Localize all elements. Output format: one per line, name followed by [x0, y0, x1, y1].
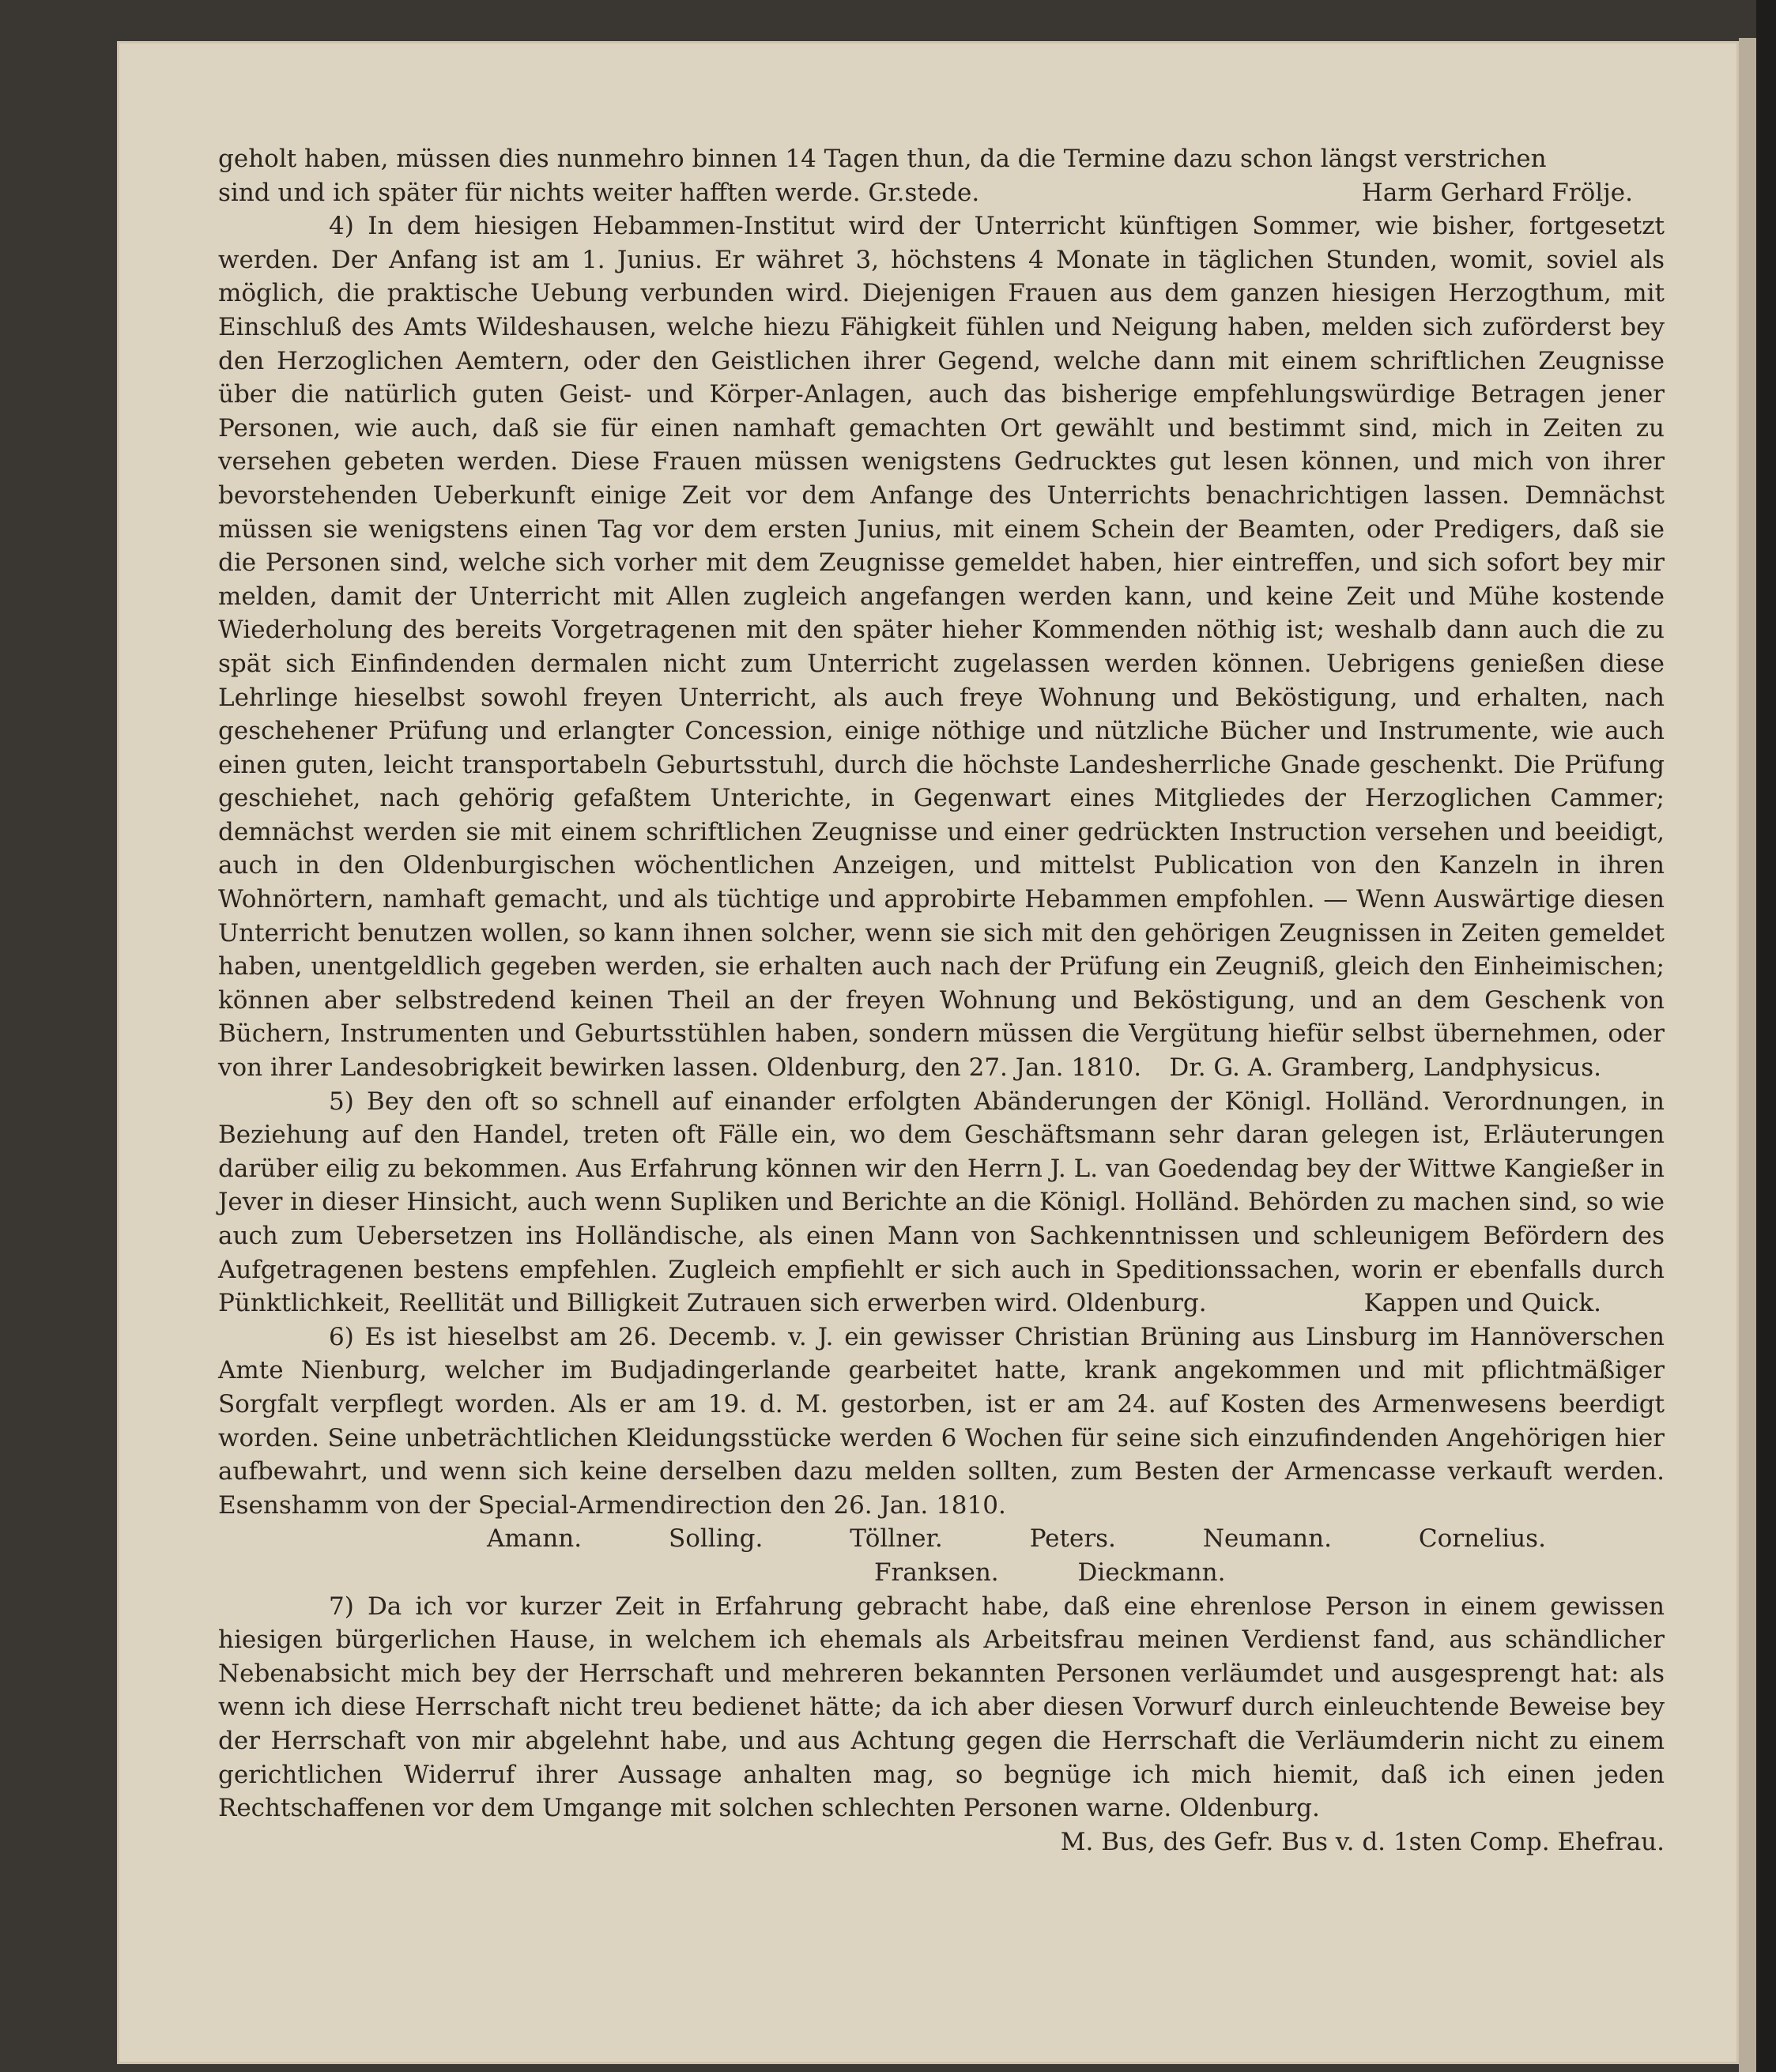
paragraph-7: 7) Da ich vor kurzer Zeit in Erfahrung gebracht habe, daß eine ehrenlose Person in einem gewissen hiesigen bürgerlichen Hause, in welchem ich ehemals als Arbeitsfrau meinen Verdienst fand, aus schändlicher Nebenabsicht mich bey der Herrschaft und mehreren bekannten Personen verläumdet und ausgesprengt hat: als wenn ich diese Herrschaft nicht treu bedienet hätte; da ich aber diesen Vorwurf durch einleuchtende Beweise bey der Herrschaft von mir abgelehnt habe, und aus Achtung gegen die Herrschaft die Verläumderin nicht zu einem gerichtlichen Widerruf ihrer Aussage anhalten mag, so begnüge ich mich hiemit, daß ich einen jeden Rechtschaffenen vor dem Umgange mit solchen schlechten Personen warne. Oldenburg.	[218, 1592, 1665, 1823]
signatory-name: Peters.	[1029, 1524, 1116, 1554]
newspaper-page	[117, 41, 1739, 2064]
paragraph-4: 4) In dem hiesigen Hebammen-Institut wird der Unterricht künftigen Sommer, wie bisher, fortgesetzt werden. Der Anfang ist am 1. Junius. Er währet 3, höchstens 4 Monate in täglichen Stunden, womit, soviel als möglich, die praktische Uebung verbunden wird. Diejenigen Frauen aus dem ganzen hiesigen Herzogthum, mit Einschluß des Amts Wildeshausen, welche hiezu Fähigkeit fühlen und Neigung haben, melden sich zuförderst bey den Herzoglichen Aemtern, oder den Geistlichen ihrer Gegend, welche dann mit einem schriftlichen Zeugnisse über die natürlich guten Geist- und Körper-Anlagen, auch das bisherige empfehlungswürdige Betragen jener Personen, wie auch, daß sie für einen namhaft gemachten Ort gewählt und bestimmt sind, mich in Zeiten zu versehen gebeten werden. Diese Frauen müssen wenigstens Gedrucktes gut lesen können, und mich von ihrer bevorstehenden Ueberkunft einige Zeit vor dem Anfange des Unterrichts benachrichtigen lassen. Demnächst müssen sie wenigstens einen Tag vor dem ersten Junius, mit einem Schein der Beamten, oder Predigers, daß sie die Personen sind, welche sich vorher mit dem Zeugnisse gemeldet haben, hier eintreffen, und sich sofort bey mir melden, damit der Unterricht mit Allen zugleich angefangen werden kann, und keine Zeit und Mühe kostende Wiederholung des bereits Vorgetragenen mit den später hieher Kommenden nöthig ist; weshalb dann auch die zu spät sich Einfindenden dermalen nicht zum Unterricht zugelassen werden können. Uebrigens genießen diese Lehrlinge hieselbst sowohl freyen Unterricht, als auch freye Wohnung und Beköstigung, und erhalten, nach geschehener Prüfung und erlangter Concession, einige nöthige und nützliche Bücher und Instrumente, wie auch einen guten, leicht transportabeln Geburtsstuhl, durch die höchste Landesherrliche Gnade geschenkt. Die Prüfung geschiehet, nach gehörig gefaßtem Unterichte, in Gegenwart eines Mitgliedes der Herzoglichen Cammer; demnächst werden sie mit einem schriftlichen Zeugnisse und einer gedrückten Instruction versehen und beeidigt, auch in den Oldenburgischen wöchentlichen Anzeigen, und mittelst Publication von den Kanzeln in ihren Wohnörtern, namhaft gemacht, und als tüchtige und approbirte Hebammen empfohlen. — Wenn Auswärtige diesen Unterricht benutzen wollen, so kann ihnen solcher, wenn sie sich mit den gehörigen Zeugnissen in Zeiten gemeldet haben, unentgeldlich gegeben werden, sie erhalten auch nach der Prüfung ein Zeugniß, gleich den Einheimischen; können aber selbstredend keinen Theil an der freyen Wohnung und Beköstigung, und an dem Geschenk von Büchern, Instrumenten und Geburtsstühlen haben, sondern müssen die Vergütung hiefür selbst übernehmen, oder von ihrer Landesobrigkeit bewirken lassen. Oldenburg, den 27. Jan. 1810.	[218, 212, 1665, 1083]
paragraph-4-signature: Dr. G. A. Gramberg, Landphysicus.	[1169, 1053, 1601, 1083]
paragraph-5: 5) Bey den oft so schnell auf einander erfolgten Abänderungen der Königl. Holländ. Verordnungen, in Beziehung auf den Handel, treten oft Fälle ein, wo dem Geschäftsmann sehr daran gelegen ist, Erläuterungen darüber eilig zu bekommen. Aus Erfahrung können wir den Herrn J. L. van Goedendag bey der Wittwe Kangießer in Jever in dieser Hinsicht, auch wenn Supliken und Berichte an die Königl. Holländ. Behörden zu machen sind, so wie auch zum Uebersetzen ins Holländische, als einen Mann von Sachkenntnissen und schleunigem Befördern des Aufgetragenen bestens empfehlen. Zugleich empfiehlt er sich auch in Speditionssachen, worin er ebenfalls durch Pünktlichkeit, Reellität und Billigkeit Zutrauen sich erwerben wird. Oldenburg.	[218, 1087, 1665, 1318]
signatory-name: Dieckmann.	[1077, 1558, 1226, 1587]
scan-background-edge	[1756, 0, 1776, 2072]
paragraph-7-signature: M. Bus, des Gefr. Bus v. d. 1sten Comp. Ehefrau.	[1060, 1827, 1665, 1856]
text-fragment: sind und ich später für nichts weiter hafften werde. Gr.stede.	[218, 178, 980, 207]
signature: Harm Gerhard Frölje.	[1361, 178, 1633, 207]
page-text	[218, 142, 1665, 1859]
paragraph-6: 6) Es ist hieselbst am 26. Decemb. v. J. ein gewisser Christian Brüning aus Linsburg im Hannöverschen Amte Nienburg, welcher im Budjadingerlande gearbeitet hatte, krank angekommen und mit pflichtmäßiger Sorgfalt verpflegt worden. Als er am 19. d. M. gestorben, ist er am 24. auf Kosten des Armenwesens beerdigt worden. Seine unbeträchtlichen Kleidungsstücke werden 6 Wochen für seine sich einzufindenden Angehörigen hier aufbewahrt, und wenn sich keine derselben dazu melden sollten, zum Besten der Armencasse verkauft werden. Esenshamm von der Special-Armendirection den 26. Jan. 1810.	[218, 1322, 1665, 1520]
text-line: geholt haben, müssen dies nunmehro binnen 14 Tagen thun, da die Termine dazu schon längst verstrichen	[218, 145, 1547, 173]
paragraph-6-signatories	[218, 1522, 1665, 1556]
paragraph-5-signature: Kappen und Quick.	[1363, 1289, 1601, 1318]
signatory-name: Töllner.	[850, 1524, 943, 1554]
signatory-name: Neumann.	[1202, 1524, 1332, 1554]
signatory-name: Franksen.	[874, 1558, 999, 1587]
paragraph-6-signatories-2	[218, 1556, 1665, 1590]
signatory-name: Amann.	[487, 1524, 583, 1554]
signatory-name: Cornelius.	[1418, 1524, 1546, 1554]
text-line-with-signature	[218, 176, 1665, 210]
signatory-name: Solling.	[668, 1524, 764, 1554]
book-gutter	[1739, 38, 1756, 2072]
